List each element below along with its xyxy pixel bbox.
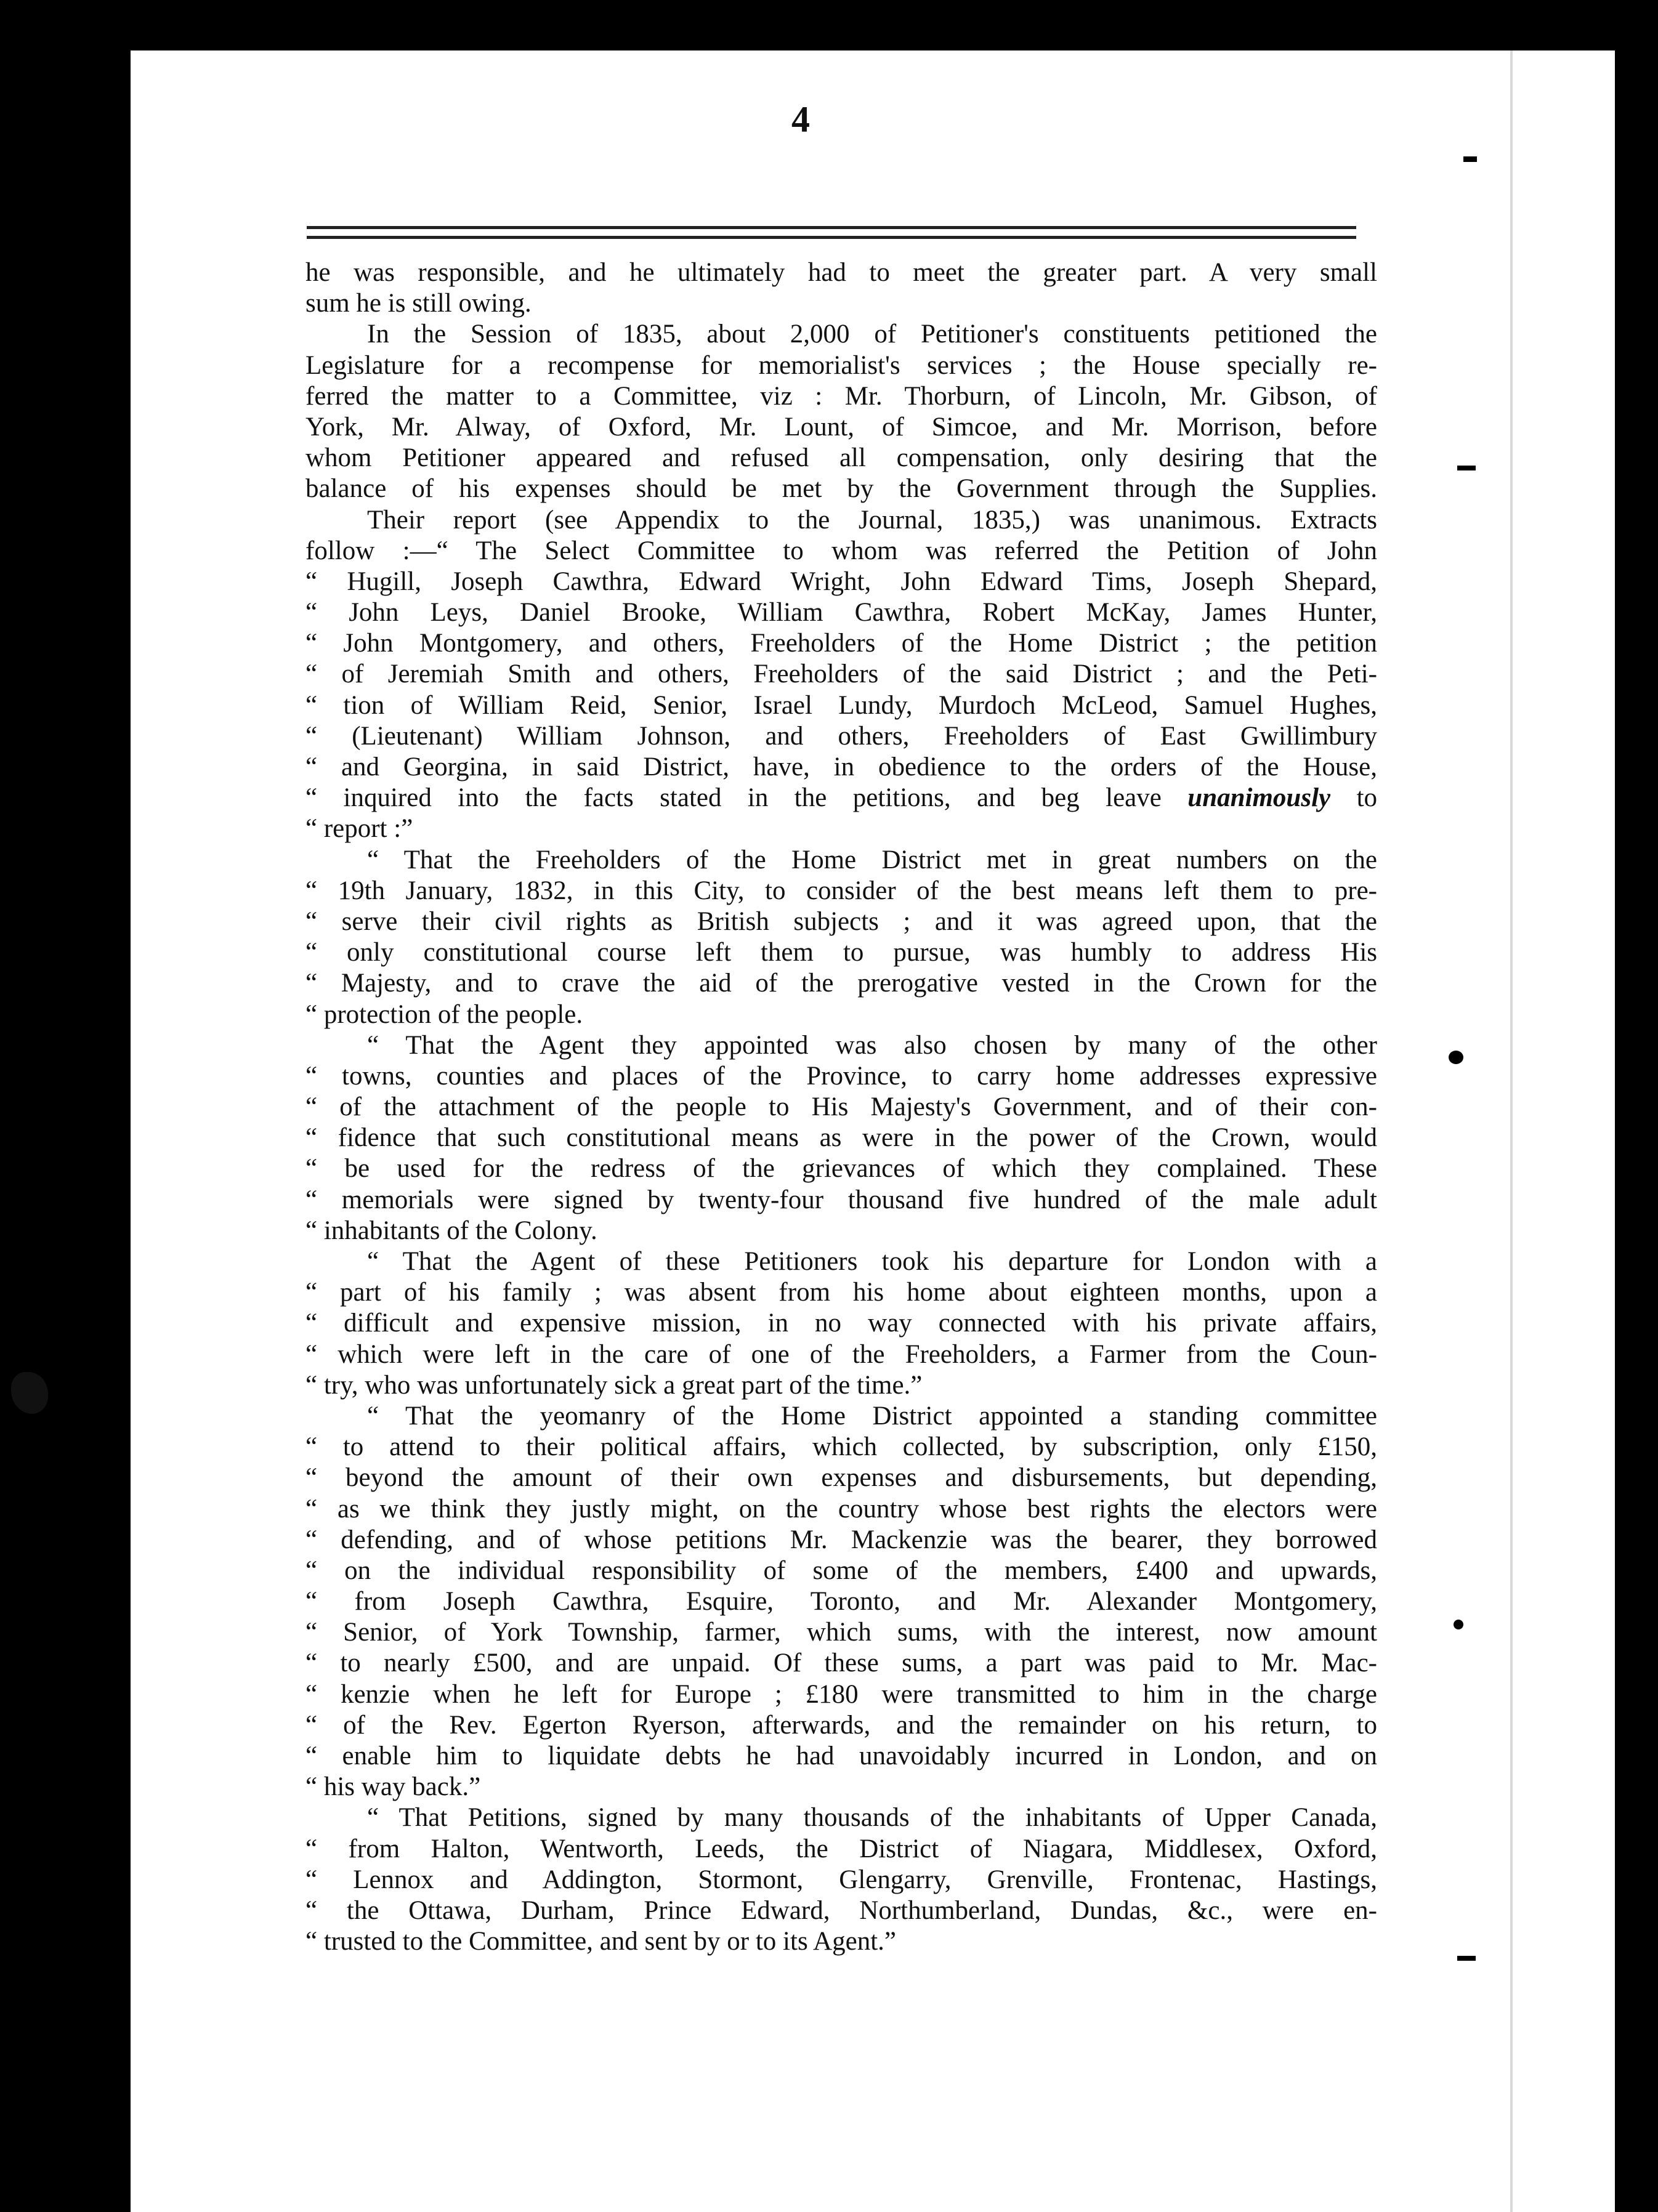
margin-mark <box>1457 1956 1476 1961</box>
text-line: York, Mr. Alway, of Oxford, Mr. Lount, of Simcoe, and Mr. Morrison, before <box>305 412 1377 442</box>
text-line: “ fidence that such constitutional means as were in the power of the Crown, would <box>305 1123 1377 1153</box>
text-line: “ only constitutional course left them to pursue, was humbly to address His <box>305 938 1377 967</box>
text-line: “ That the yeomanry of the Home District appointed a standing committee <box>367 1401 1377 1431</box>
text-line: “ of Jeremiah Smith and others, Freeholders of the said District ; and the Peti- <box>305 660 1377 689</box>
text-line: “ try, who was unfortunately sick a great part of the time.” <box>305 1370 923 1400</box>
text-line: “ Majesty, and to crave the aid of the prerogative vested in the Crown for the <box>305 969 1377 998</box>
text-line: “ inhabitants of the Colony. <box>305 1216 597 1245</box>
page-number: 4 <box>791 99 810 140</box>
text-line: “ beyond the amount of their own expenses and disbursements, but depending, <box>305 1463 1377 1493</box>
header-rule <box>307 236 1356 239</box>
text-line: “ his way back.” <box>305 1772 481 1802</box>
text-line: “ tion of William Reid, Senior, Israel Lundy, Murdoch McLeod, Samuel Hughes, <box>305 690 1377 720</box>
text-line: he was responsible, and he ultimately had to meet the greater part. A very small <box>305 258 1377 287</box>
text-line: “ serve their civil rights as British subjects ; and it was agreed upon, that the <box>305 906 1377 936</box>
margin-mark <box>1454 1620 1463 1629</box>
margin-mark <box>1449 1051 1463 1064</box>
text-line: “ That the Agent they appointed was also chosen by many of the other <box>367 1030 1377 1060</box>
text-line: “ part of his family ; was absent from his home about eighteen months, upon a <box>305 1278 1377 1307</box>
text-line: “ which were left in the care of one of the Freeholders, a Farmer from the Coun- <box>305 1339 1377 1369</box>
text-line: “ enable him to liquidate debts he had unavoidably incurred in London, and on <box>305 1742 1377 1770</box>
text-line: “ trusted to the Committee, and sent by or to its Agent.” <box>305 1927 896 1956</box>
text-line: ferred the matter to a Committee, viz : Mr. Thorburn, of Lincoln, Mr. Gibson, of <box>305 381 1377 411</box>
text-line: “ from Halton, Wentworth, Leeds, the District of Niagara, Middlesex, Oxford, <box>305 1834 1377 1863</box>
text-line: “ on the individual responsibility of some of the members, £400 and upwards, <box>305 1556 1377 1585</box>
text-line: “ (Lieutenant) William Johnson, and others, Freeholders of East Gwillimbury <box>305 721 1377 751</box>
text-line: whom Petitioner appeared and refused all compensation, only desiring that the <box>305 443 1377 473</box>
text-line: “ to attend to their political affairs, which collected, by subscription, only £150, <box>305 1432 1377 1462</box>
text-line: “ report :” <box>305 814 413 844</box>
text-line: “ defending, and of whose petitions Mr. Mackenzie was the bearer, they borrowed <box>305 1525 1377 1554</box>
text-line: “ as we think they justly might, on the country whose best rights the electors were <box>305 1494 1377 1524</box>
text-line: “ of the Rev. Egerton Ryerson, afterwards, and the remainder on his return, to <box>305 1710 1377 1740</box>
page-fold <box>1510 50 1513 2212</box>
text-line: follow :—“ The Select Committee to whom was referred the Petition of John <box>305 536 1377 565</box>
text-line: “ the Ottawa, Durham, Prince Edward, Northumberland, Dundas, &c., were en- <box>305 1895 1377 1925</box>
text-line: In the Session of 1835, about 2,000 of Petitioner's constituents petitioned the <box>367 320 1377 349</box>
text-line: “ Hugill, Joseph Cawthra, Edward Wright, John Edward Tims, Joseph Shepard, <box>305 567 1377 596</box>
margin-mark <box>1463 156 1477 162</box>
text-line: Legislature for a recompense for memorialist's services ; the House specially re- <box>305 350 1377 380</box>
text-line: “ difficult and expensive mission, in no way connected with his private affairs, <box>305 1309 1377 1338</box>
text-line: balance of his expenses should be met by the Government through the Supplies. <box>305 474 1377 504</box>
text-line: “ John Montgomery, and others, Freeholders of the Home District ; the petition <box>305 629 1377 658</box>
text-line: “ towns, counties and places of the Province, to carry home addresses expressive <box>305 1061 1377 1091</box>
header-rule <box>307 226 1356 229</box>
body-text <box>305 257 1377 1957</box>
text-line: “ be used for the redress of the grievances of which they complained. These <box>305 1154 1377 1184</box>
text-line: “ Lennox and Addington, Stormont, Glengarry, Grenville, Frontenac, Hastings, <box>305 1865 1377 1894</box>
text-line: “ John Leys, Daniel Brooke, William Cawthra, Robert McKay, James Hunter, <box>305 598 1377 628</box>
text-line: “ memorials were signed by twenty-four thousand five hundred of the male adult <box>305 1185 1377 1214</box>
text-line: “ That the Agent of these Petitioners took his departure for London with a <box>367 1247 1377 1276</box>
text-line: Their report (see Appendix to the Journal, 1835,) was unanimous. Extracts <box>367 505 1378 535</box>
text-line: sum he is still owing. <box>305 289 532 318</box>
text-line: “ to nearly £500, and are unpaid. Of these sums, a part was paid to Mr. Mac- <box>305 1649 1378 1678</box>
text-line: “ 19th January, 1832, in this City, to consider of the best means left them to pre- <box>305 876 1377 905</box>
ink-blot <box>11 1372 48 1414</box>
text-line: “ inquired into the facts stated in the petitions, and beg leave unanimously to <box>305 783 1378 813</box>
text-line: “ That Petitions, signed by many thousands of the inhabitants of Upper Canada, <box>367 1803 1377 1833</box>
text-line: “ Senior, of York Township, farmer, which sums, with the interest, now amount <box>305 1618 1377 1647</box>
text-line: “ protection of the people. <box>305 999 583 1029</box>
text-line: “ from Joseph Cawthra, Esquire, Toronto, and Mr. Alexander Montgomery, <box>305 1587 1377 1617</box>
text-line: “ and Georgina, in said District, have, in obedience to the orders of the House, <box>305 753 1377 781</box>
margin-mark <box>1457 466 1476 470</box>
text-line: “ of the attachment of the people to His Majesty's Government, and of their con- <box>305 1092 1377 1122</box>
text-line: “ kenzie when he left for Europe ; £180 were transmitted to him in the charge <box>305 1679 1377 1709</box>
text-line: “ That the Freeholders of the Home District met in great numbers on the <box>367 845 1377 874</box>
